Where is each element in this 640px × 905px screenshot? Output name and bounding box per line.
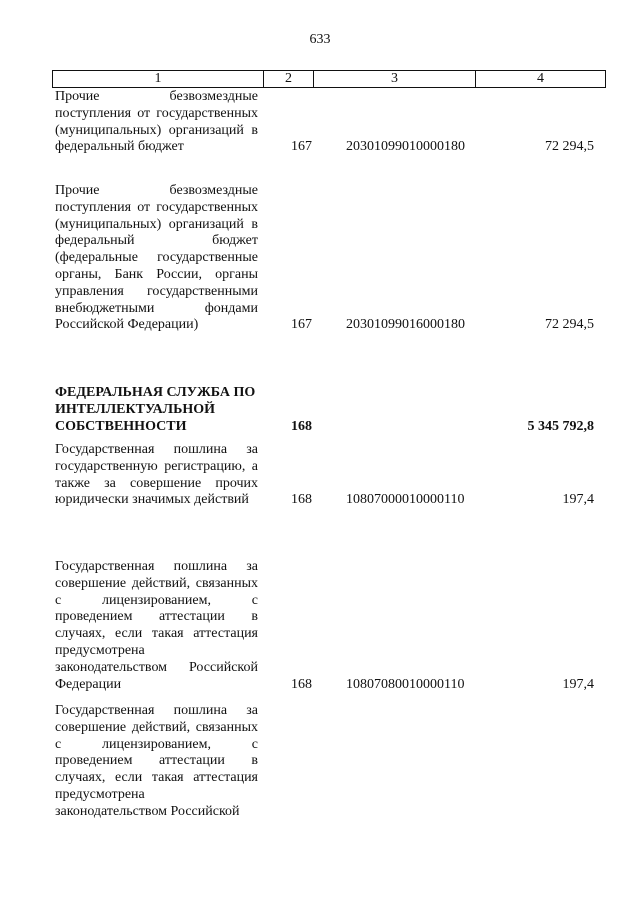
table-row (55, 559, 604, 693)
table-row (55, 183, 604, 334)
row-admin-code: 168 (291, 492, 312, 508)
row-amount: 5 345 792,8 (527, 418, 594, 434)
row-amount: 72 294,5 (545, 317, 594, 333)
row-amount: 72 294,5 (545, 139, 594, 155)
row-admin-code: 168 (291, 418, 312, 434)
row-name: Прочие безвозмездные поступления от государственных (муниципальных) организаций в федеральный бюджет (55, 89, 258, 155)
header-col-1: 1 (53, 71, 264, 87)
page-number: 633 (309, 32, 331, 47)
row-admin-code: 168 (291, 676, 312, 692)
row-kbk: 10807080010000110 (346, 676, 465, 692)
row-kbk: 10807000010000110 (346, 492, 465, 508)
row-amount: 197,4 (562, 492, 594, 508)
row-name: Государственная пошлина за совершение действий, связанных с лицензированием, с проведением аттестации в случаях, если такая аттестация предусмотрена законодательством Российской (55, 703, 258, 819)
table-row (55, 442, 604, 509)
row-admin-code: 167 (291, 139, 312, 155)
table-header (52, 70, 606, 88)
header-col-2: 2 (264, 71, 314, 87)
table-row (55, 703, 604, 821)
section-title: ФЕДЕРАЛЬНАЯ СЛУЖБА ПО ИНТЕЛЛЕКТУАЛЬНОЙ СОБСТВЕННОСТИ (55, 385, 256, 434)
row-name: Прочие безвозмездные поступления от государственных (муниципальных) организаций в федеральный бюджет (федеральные государственные органы, Банк России, органы управления государственными внебюджетными фондами Российской Федерации) (55, 183, 258, 333)
row-kbk: 20301099010000180 (346, 139, 465, 155)
row-kbk: 20301099016000180 (346, 317, 465, 333)
header-col-3: 3 (314, 71, 476, 87)
table-row-section (55, 385, 604, 435)
row-name: Государственная пошлина за совершение действий, связанных с лицензированием, с проведением аттестации в случаях, если такая аттестация предусмотрена законодательством Российской Федерации (55, 559, 258, 692)
row-name: Государственная пошлина за государственную регистрацию, а также за совершение прочих юридически значимых действий (55, 442, 258, 508)
header-col-4: 4 (537, 71, 544, 86)
table-row (55, 89, 604, 156)
row-amount: 197,4 (562, 676, 594, 692)
row-admin-code: 167 (291, 317, 312, 333)
